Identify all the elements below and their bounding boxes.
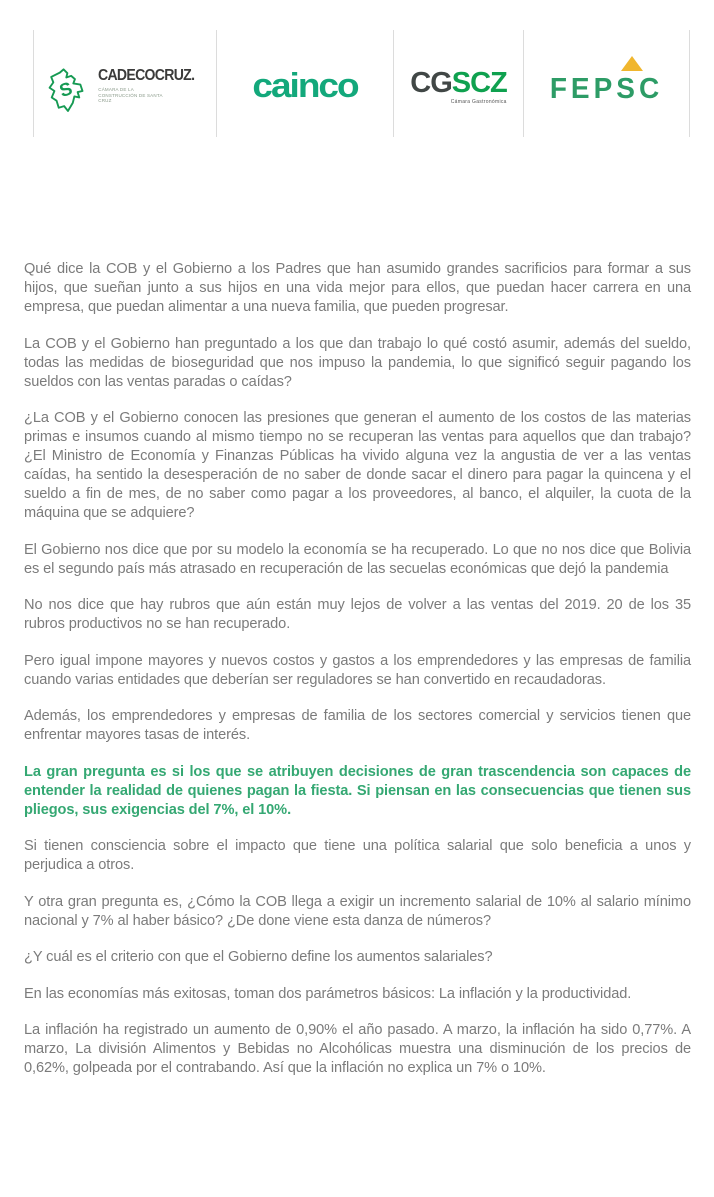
logo-cadecocruz bbox=[33, 30, 216, 137]
paragraph: Y otra gran pregunta es, ¿Cómo la COB llega a exigir un incremento salarial de 10% al salario mínimo nacional y 7% al haber básico? ¿De done viene esta danza de números? bbox=[24, 893, 691, 929]
paragraph: Qué dice la COB y el Gobierno a los Padres que han asumido grandes sacrificios para formar a sus hijos, que sueñan junto a sus hijos en una vida mejor para ellos, que puedan hacer carrera en una empresa, que puedan alimentar a una nueva familia, que pueden progresar. bbox=[24, 261, 691, 315]
paragraph: No nos dice que hay rubros que aún están muy lejos de volver a las ventas del 2019. 20 de los 35 rubros productivos no se han recuperado. bbox=[24, 597, 691, 632]
fepsc-wordmark: FEPSC bbox=[549, 72, 664, 104]
paragraph: La inflación ha registrado un aumento de 0,90% el año pasado. A marzo, la inflación ha sido 0,77%. A marzo, La división Alimentos y Bebidas no Alcohólicas muestra una disminución de los precios de 0,62%, golpeada por el contrabando. Así que la inflación no explica un 7% o 10%. bbox=[24, 1022, 691, 1076]
cadecocruz-logo bbox=[42, 64, 207, 118]
cainco-wordmark: cainco bbox=[252, 66, 358, 104]
paragraph: La COB y el Gobierno han preguntado a los que dan trabajo lo qué costó asumir, además del sueldo, todas las medidas de bioseguridad que nos impuso la pandemia, lo que significó seguir pagando los sueldos con las ventas paradas o caídas? bbox=[24, 335, 691, 390]
logo-fepsc bbox=[523, 30, 690, 137]
paragraph: ¿Y cuál es el criterio con que el Gobierno define los aumentos salariales? bbox=[24, 949, 493, 965]
bolivia-map-icon bbox=[42, 64, 96, 118]
paragraph: Si tienen consciencia sobre el impacto que tiene una política salarial que solo beneficia a unos y perjudica a otros. bbox=[24, 838, 691, 873]
paragraph: En las economías más exitosas, toman dos parámetros básicos: La inflación y la productividad. bbox=[24, 985, 632, 1002]
cgscz-logo bbox=[410, 66, 507, 105]
fepsc-logo bbox=[550, 73, 663, 105]
paragraph: Además, los emprendedores y empresas de familia de los sectores comercial y servicios tienen que enfrentar mayores tasas de interés. bbox=[24, 708, 691, 743]
svg-text:S: S bbox=[56, 76, 76, 101]
logo-cainco bbox=[216, 30, 393, 137]
paragraph: ¿La COB y el Gobierno conocen las presiones que generan el aumento de los costos de las materias primas e insumos cuando al mismo tiempo no se recuperan las ventas para aquellos que dan trabajo? ¿El Ministro de Economía y Finanzas Públicas ha vivido alguna vez la angustia de ver a las ventas caídas, ha sentido la desesperación de no saber de donde sacar el dinero para pagar la quincena y el sueldo a fin de mes, de no saber como pagar a los proveedores, al banco, el alquiler, la cuota de la máquina que se adquiere? bbox=[24, 410, 691, 521]
cadecocruz-subtext: CÁMARA DE LA CONSTRUCCIÓN DE SANTA CRUZ bbox=[98, 86, 163, 104]
paragraph: El Gobierno nos dice que por su modelo la economía se ha recuperado. Lo que no nos dice que Bolivia es el segundo país más atrasado en recuperación de las secuelas económicas que dejó la pandemia bbox=[24, 541, 691, 577]
cgscz-cg-letters: CG bbox=[410, 66, 452, 99]
paragraph-highlighted: La gran pregunta es si los que se atribuyen decisiones de gran trascendencia son capaces de entender la realidad de quienes pagan la fiesta. Si piensan en las consecuencias que tienen sus pliegos, sus exigencias del 7%, el 10%. bbox=[24, 763, 691, 818]
logo-cgscz bbox=[393, 30, 523, 137]
logo-bar bbox=[33, 30, 690, 137]
cgscz-scz-letters: SCZ bbox=[451, 66, 507, 99]
paragraph: Pero igual impone mayores y nuevos costos y gastos a los emprendedores y las empresas de familia cuando varias entidades que deberían ser reguladores se han convertido en recaudadoras. bbox=[24, 652, 691, 688]
cadecocruz-wordmark: CADECOCRUZ. bbox=[98, 66, 195, 84]
cgscz-wordmark bbox=[410, 66, 507, 99]
cgscz-subtext: Cámara Gastronómica bbox=[450, 98, 507, 105]
article-body bbox=[24, 260, 691, 1096]
fepsc-triangle-icon bbox=[621, 56, 643, 71]
cadecocruz-text-block bbox=[98, 67, 207, 105]
